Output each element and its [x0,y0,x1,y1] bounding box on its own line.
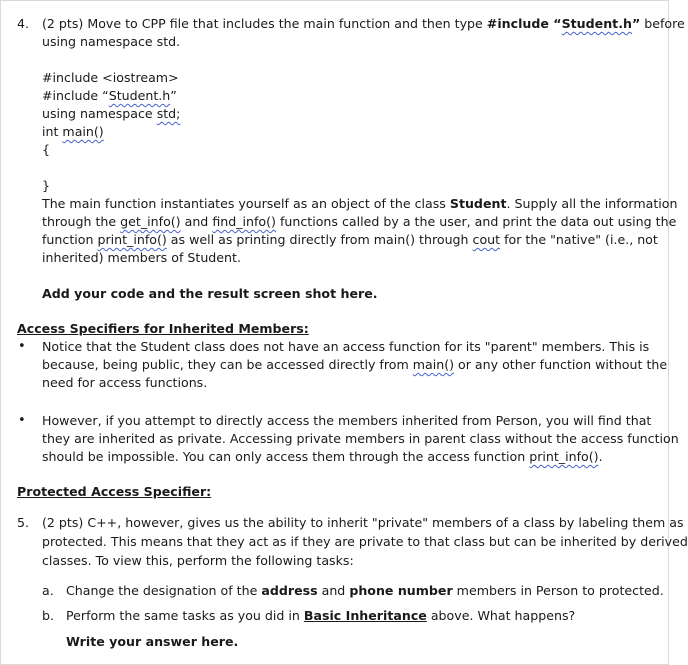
task-b-label: b. [42,608,54,623]
code-include-student: #include “Student.h” [42,88,177,103]
code-open-brace: { [42,142,51,157]
q5-line-1: (2 pts) C++, however, gives us the ability to inherit "private" members of a class by labeling them as [42,515,684,530]
bullet-1-line-3: need for access functions. [42,375,208,390]
task-a-text: Change the designation of the address and phone number members in Person to protected. [66,583,664,598]
task-a-label: a. [42,583,54,598]
bullet-2-line-2: they are inherited as private. Accessing private members in parent class without the access function [42,431,679,446]
code-int-main: int main() [42,124,104,139]
q5-line-2: protected. This means that they act as if they are private to that class but can be inherited by derived [42,534,688,549]
basic-inheritance-link[interactable]: Basic Inheritance [303,608,427,623]
bullet-1-line-2: because, being public, they can be accessed directly from main() or any other function without the [42,357,668,372]
bullet-icon: • [18,339,26,354]
bullet-1-line-1: Notice that the Student class does not have an access function for its "parent" members. This is [42,339,650,354]
q4-para-line-1: The main function instantiates yourself as an object of the class Student. Supply all the information [42,196,678,211]
protected-heading: Protected Access Specifier: [17,484,212,499]
code-using-namespace: using namespace std; [42,106,181,121]
q5-number: 5. [17,515,30,530]
q4-number: 4. [17,16,30,31]
code-include-iostream: #include <iostream> [42,70,179,85]
q4-line-1: (2 pts) Move to CPP file that includes the main function and then type #include “Student.h” before [42,16,685,31]
bullet-2-line-1: However, if you attempt to directly access the members inherited from Person, you will find that [42,413,652,428]
q4-para-line-4: inherited) members of Student. [42,250,241,265]
code-close-brace: } [42,178,51,193]
q4-line-2: using namespace std. [42,34,181,49]
bullet-icon: • [18,413,26,428]
q5-line-3: classes. To view this, perform the following tasks: [42,553,354,568]
q4-para-line-3: function print_info() as well as printing directly from main() through cout for the "native" (i.e., not [42,232,658,247]
bullet-2-line-3: should be impossible. You can only access them through the access function print_info(). [42,449,603,464]
add-code-instruction: Add your code and the result screen shot here. [42,286,378,301]
access-specifiers-heading: Access Specifiers for Inherited Members: [17,321,309,336]
q4-para-line-2: through the get_info() and find_info() functions called by a the user, and print the data out using the [42,214,677,229]
answer-instruction: Write your answer here. [66,634,239,649]
task-b-text: Perform the same tasks as you did in Basic Inheritance above. What happens? [66,608,576,623]
